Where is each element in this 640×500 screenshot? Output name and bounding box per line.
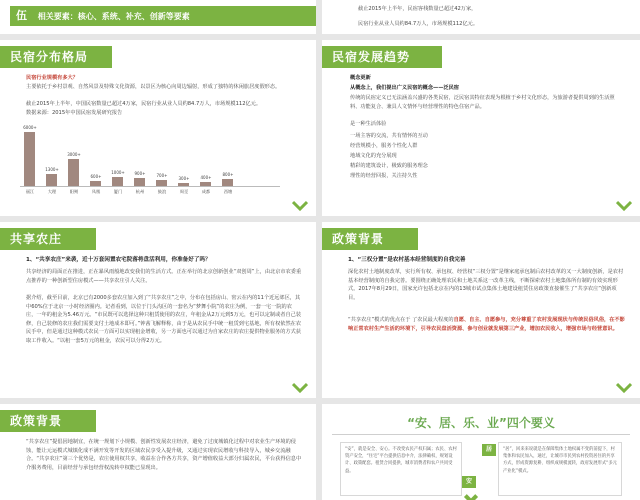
concept-paragraph: 传统的民宿定义已无法涵盖兴盛的各类民宿，泛民宿其特征表现为根植于乡村文化形态，为旅游者提供周到的生活照料、功能复合、兼具人文情怀与经营理性的特色住宿产品。	[350, 95, 615, 110]
stats-line-1: 截止2015年上半年，民宿客栈数量已超过42万家，	[358, 6, 477, 12]
slide-trend[interactable]	[322, 40, 640, 216]
section-title: 相关要素：核心、系统、补充、创新等要素	[37, 12, 190, 21]
slide-title: 政策背景	[10, 414, 63, 428]
chevron-down-icon[interactable]	[292, 382, 308, 394]
title-banner	[0, 228, 96, 250]
list-heading: 是一种生活体验	[350, 121, 387, 127]
article-heading: 1、“共享农庄”来袭，近十万套闲置农宅院落将盘活利用，你准备好了吗？	[26, 257, 211, 263]
stats-line-2: 民宿行业从业人员约84.7万人，市场规模112亿元。	[358, 21, 479, 27]
bar-category-label: 周至	[179, 189, 189, 194]
requirement-ju-text: “居”，回来来说就是在保障集体土地权属不变的前提下，村集体和农民加入，通过，让城市市民到农村投资居住的共享方式，形成资源复耕、组织成规模流转，政府发展形式“多元产业化”模式。	[503, 447, 617, 474]
slide-title: “安、居、乐、业”四个要义	[407, 416, 555, 430]
list-item: 一场主客的交流，共有情怀的互动	[350, 133, 428, 139]
bar-value-label: 800+	[222, 171, 234, 177]
slide-related-elements	[0, 0, 316, 34]
requirement-an-text: “安”，就是安全、安心。不改变农民产权归属；农民、农村资产安全，“住宅”平台提供信息中介，法律确权、规划设计、政策配套。租赁合同提供，城市消费者和农户共同受益。	[345, 447, 457, 474]
tab-an: 安	[462, 476, 476, 488]
bar-value-label: 700+	[156, 172, 168, 178]
bar-category-label: 鼓浪	[157, 189, 167, 194]
bar-category-label: 阳朔	[69, 189, 79, 194]
policy-paragraph-2-lead: “共享农庄”模式的优点在于 了农民最大程度的	[348, 317, 454, 323]
slide-policy-2[interactable]	[0, 404, 316, 500]
policy-heading: 1、“三权分置”是农村基本经营制度的自我完善	[348, 257, 466, 263]
section-header-bar	[10, 6, 316, 26]
chevron-down-icon[interactable]	[292, 200, 308, 212]
bar-value-label: 900+	[134, 170, 146, 176]
chart-bar	[156, 180, 167, 186]
question-text: 民宿行业规模有多大？	[26, 75, 78, 81]
chevron-down-icon[interactable]	[616, 382, 632, 394]
arrow-down-icon	[464, 490, 478, 500]
list-item: 地域文化的充分展现	[350, 153, 397, 159]
bar-value-label: 1000+	[111, 170, 125, 176]
slide-title: 政策背景	[332, 232, 385, 246]
list-item: 精彩的建筑设计，极致的服务理念	[350, 163, 428, 169]
title-banner	[322, 46, 442, 68]
chart-bar	[222, 179, 233, 186]
slide-stats-continued	[322, 0, 640, 34]
bar-value-label: 600+	[90, 173, 102, 179]
chart-bar	[68, 159, 79, 186]
slide-policy[interactable]	[322, 222, 640, 398]
list-item: 理性的经营回报，关注持久性	[350, 173, 418, 179]
tab-ju: 居	[482, 444, 496, 456]
article-paragraph-2: 据介绍，截至目前，北京已有2000多套农庄加入到了“共享农庄”之中，分布在包括房山、密云在内的11个近远郊区，其中60%位于北京一小时经济圈内。记者看到，以位于门头沟区的一套名为“梦舞小院”的农庄为例，一套一宅一院的农庄，一年的租金为5.46万元。“市民既可以选择这种只租赁使用的农庄，年租金从2万元到5万元，也可以定制或者自己装修，自己装修的农庄我们需要支付土地成本即可。”钟茜飞解释称，由于是从农民手中统一租赁到宅基地，所有权依然在农民手中，但是通过这种模式农民一方面可以实现租金增收，另一方面也可以通过为自家农庄的农庄提供物业服务的方式获取工作收入。“以租一套5万元的租金，农民可以分得2万元。	[26, 295, 302, 344]
bar-value-label: 400+	[200, 175, 212, 181]
bar-value-label: 6000+	[23, 125, 37, 131]
bar-category-label: 杭州	[135, 189, 145, 194]
chart-bar	[112, 177, 123, 186]
article-paragraph-1: 共享经济的局面正在推进，正在暴风雨般地改变我们的生活方式。正在举行的北京创新创业“双创周”上，由北京市农委重点推荐的一种创新型住房模式——共享农庄引人关注。	[26, 269, 302, 284]
policy-paragraph-2	[348, 316, 626, 333]
policy-paragraph-2-highlight: 自愿、自主、自愿参与，充分尊重了农村发展现状与传统民俗风俗，在不影响正常农村生产生活的环境下，引导农民盘活资源、参与创业就发展第三产业，增加农民收入，增强市场与经营意识。	[348, 317, 625, 332]
chart-bar	[200, 182, 211, 186]
bar-category-label: 凤凰	[91, 189, 101, 194]
intro-paragraph: 主要依托于乡村景观、自然风景及特殊文化资源，以景区为核心向周边辐射，形成了独特的休闲旅居度假形态。	[26, 84, 281, 90]
slide-distribution[interactable]	[0, 40, 316, 216]
bar-category-label: 成都	[201, 189, 211, 194]
title-banner	[0, 410, 96, 432]
list-item: 经营规模小，服务个性化人群	[350, 143, 418, 149]
chart-bar	[24, 132, 35, 186]
title-banner	[322, 228, 418, 250]
slide-four-requirements[interactable]	[322, 404, 640, 500]
policy-paragraph-1: 深化农村土地制度改革，实行所有权、承包权、经营权“三权分置”是继家庭承包制后农村改革的又一大制度创新，是农村基本经营制度的自我完善。要围绕正确处理农民和土地关系这一改革主线，不断探索农村土地集体所有制的有效实现形式。2017年8月29日，国家允许包括北京在内的13城市试点集体土地建设租赁住房政策直接催生了“共享农庄”创新项目。	[348, 269, 624, 301]
chart-bar	[46, 174, 57, 186]
bar-category-label: 大理	[47, 189, 57, 194]
stats-paragraph: 截止2015年上半年，中国民宿数量已超过4万家，民宿行业从业人员约84.7万人，市场规模112亿元。	[26, 101, 262, 107]
bar-value-label: 300+	[178, 176, 190, 182]
requirement-box-ju	[498, 442, 622, 496]
requirement-box-an	[340, 442, 462, 496]
homestay-bar-chart	[20, 120, 280, 202]
slide-title: 共享农庄	[10, 232, 63, 246]
title-divider	[332, 434, 630, 435]
section-number: 伍	[16, 9, 27, 22]
chart-bar	[178, 183, 189, 186]
slide-title: 民宿发展趋势	[332, 50, 411, 64]
bar-category-label: 西塘	[223, 189, 233, 194]
chart-bar	[90, 181, 101, 186]
bar-value-label: 3000+	[67, 152, 81, 158]
slide-title: 民宿分布格局	[10, 50, 89, 64]
source-text: 数据来源：2015年中国民宿发展研究报告	[26, 110, 123, 116]
chevron-down-icon[interactable]	[616, 200, 632, 212]
concept-heading: 概念更新	[350, 75, 371, 81]
x-axis-line	[20, 186, 280, 187]
bar-value-label: 1300+	[45, 167, 59, 173]
concept-subheading: 从概念上，我们提出广义民宿的概念——泛民宿	[350, 85, 459, 91]
policy-2-paragraph: “共享农庄”提倡因地制宜，在统一规划下小规模、创新性发展农庄经济，避免了过度城镇化过程中对农业生产环境的侵蚀，能让元运模式城镇化成不满开发等开发的区域农民享受入提升级，又通过实现农民增收与科技导入，城乡交流融合。“共享农庄”第三个优势是，农庄使用权共享，收益在合作各方共享，资产增值收益大部分归属农民，平台获得信息中介服务费用，目前经营与承包经营权流转中权能已显现出。	[26, 439, 302, 471]
slide-shared-farm[interactable]	[0, 222, 316, 398]
bar-category-label: 丽江	[25, 189, 35, 194]
chart-bar	[134, 178, 145, 186]
bar-category-label: 厦门	[113, 189, 123, 194]
title-banner	[0, 46, 112, 68]
